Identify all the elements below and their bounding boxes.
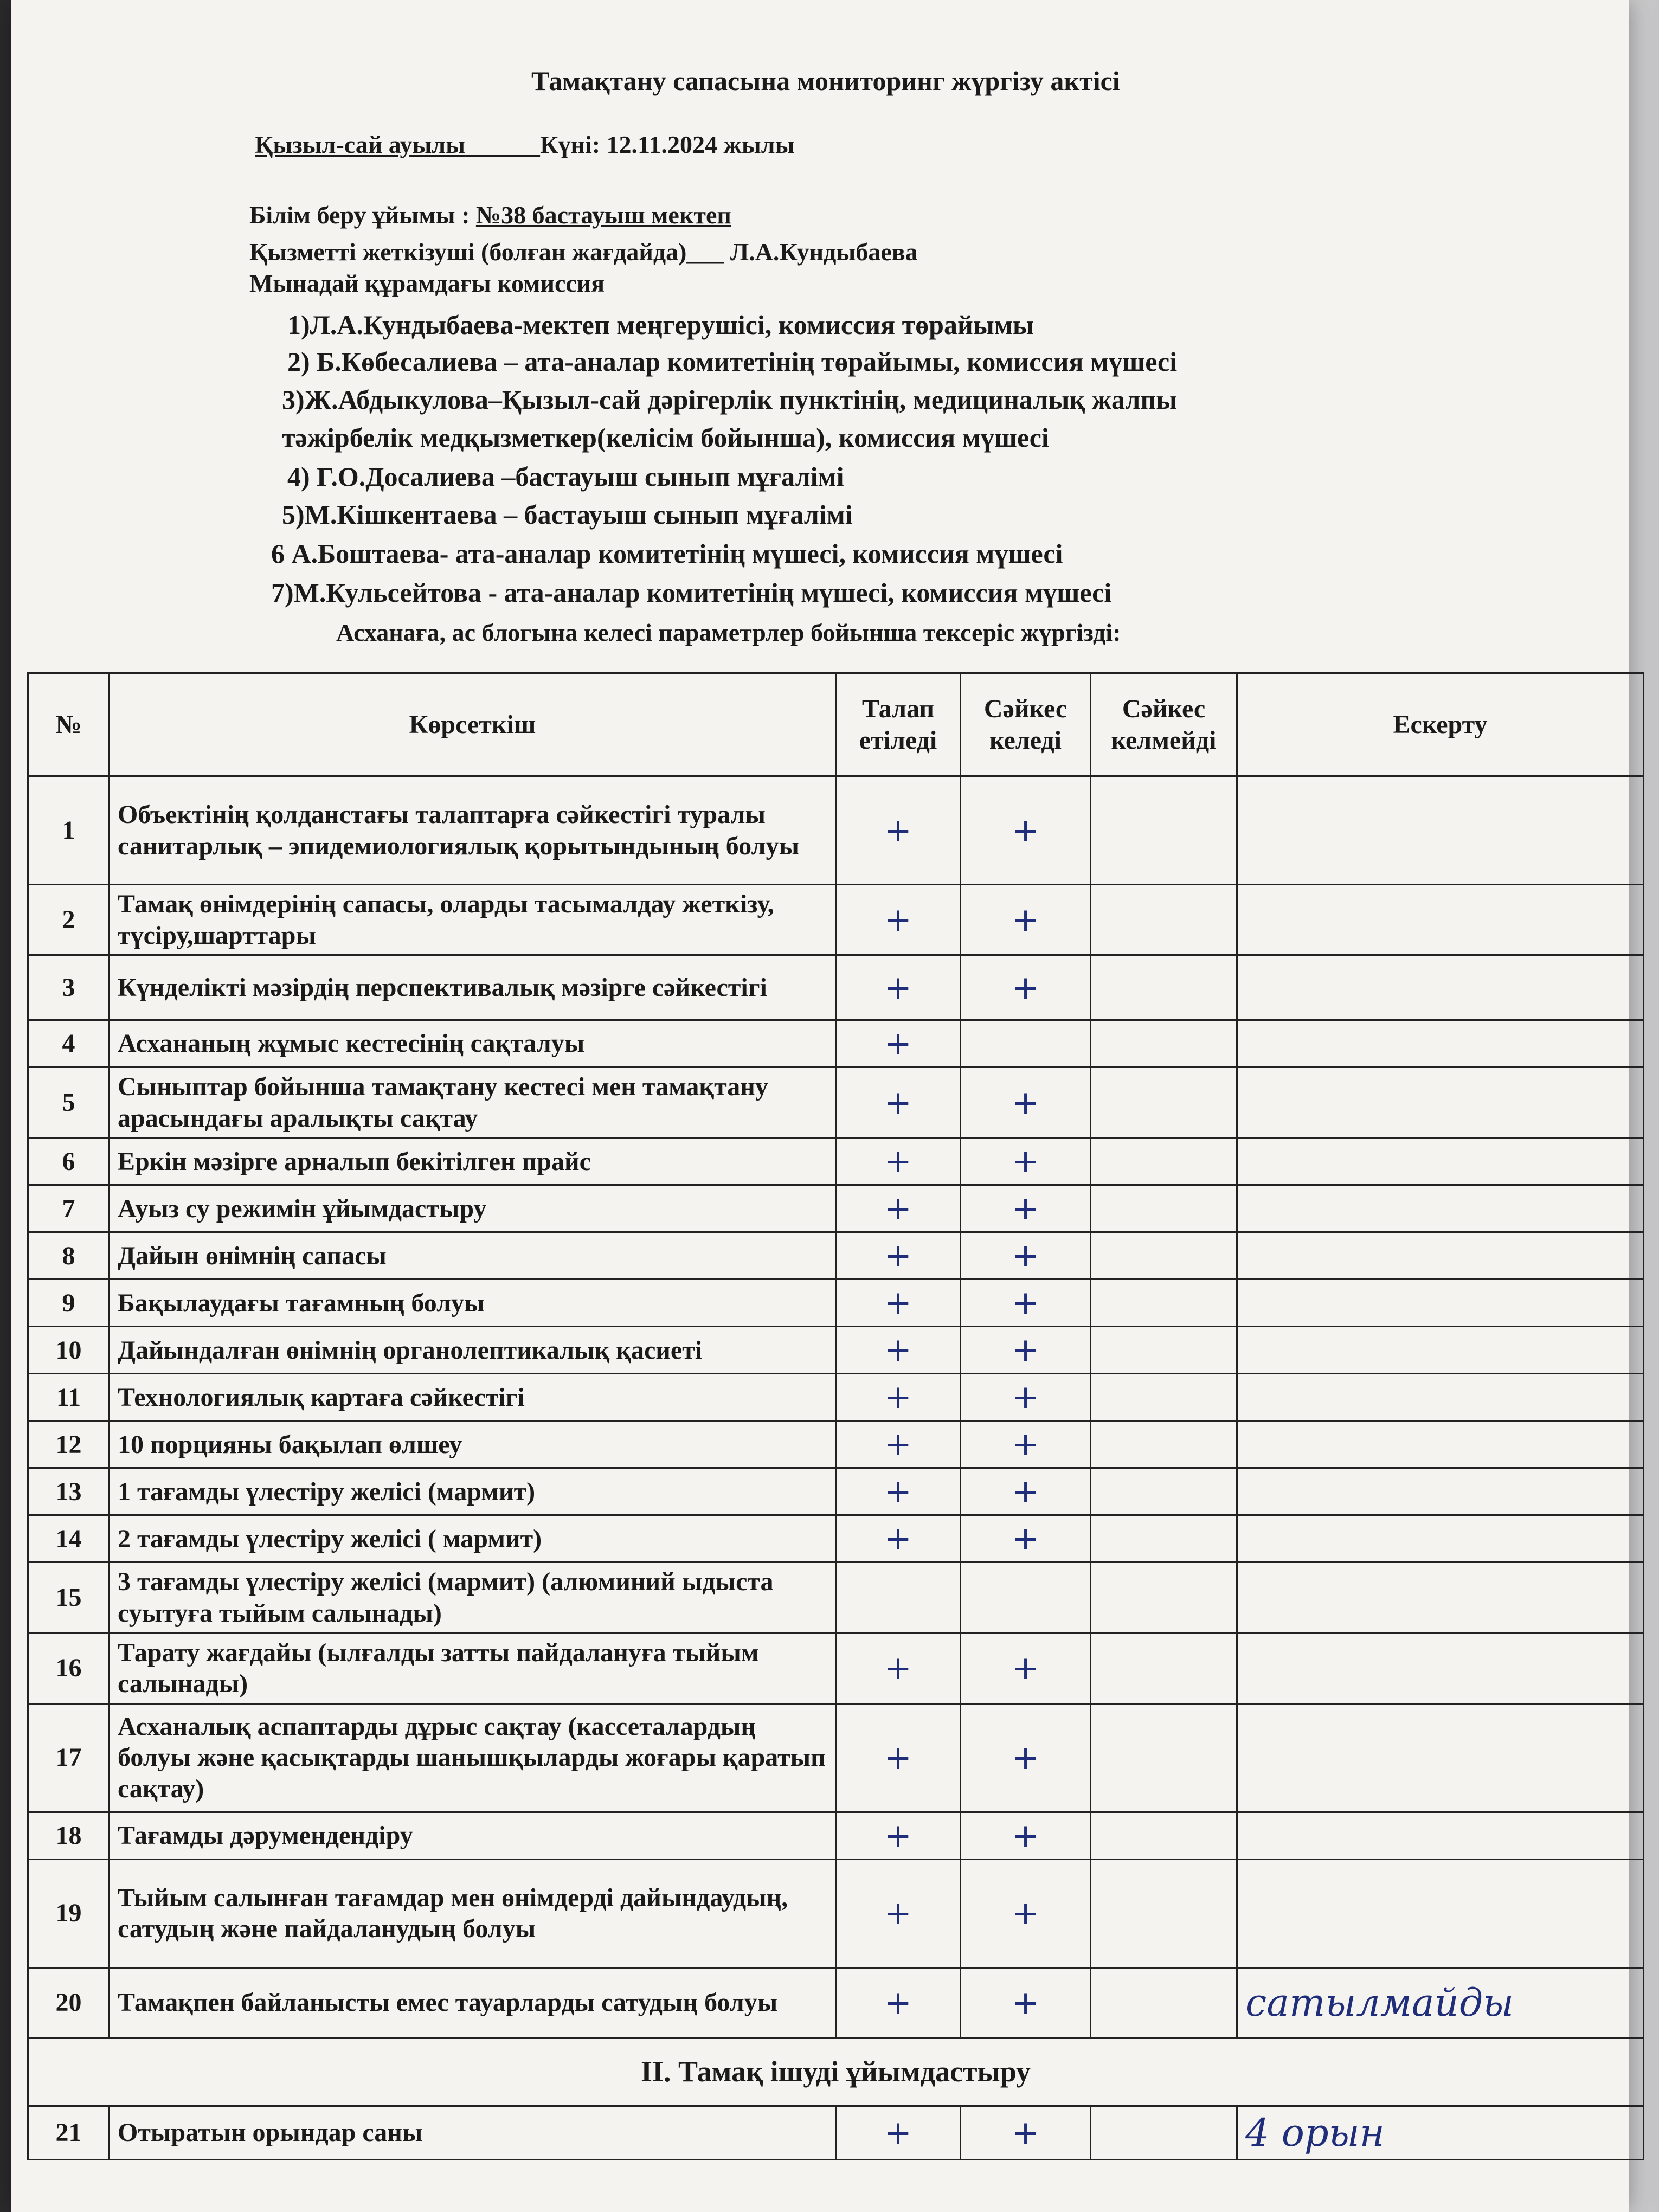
row-number: 20: [28, 1967, 110, 2038]
table-row: [28, 1703, 1644, 1812]
compliant-mark: [961, 1020, 1091, 1068]
noncompliant-mark: [1091, 1068, 1237, 1138]
row-number: 16: [28, 1633, 110, 1703]
row-number: 5: [28, 1068, 110, 1138]
row-number: 13: [28, 1468, 110, 1515]
table-row: [28, 1068, 1644, 1138]
required-mark: [836, 1562, 961, 1633]
commission-member: 3)Ж.Абдыкулова–Қызыл-сай дәрігерлік пунктінің, медициналық жалпы: [282, 384, 1178, 415]
village-name: Қызыл-сай ауылы: [255, 131, 466, 158]
row-note: [1237, 1515, 1644, 1562]
table-row: [28, 1232, 1644, 1279]
table-row: [28, 1562, 1644, 1633]
table-row: [28, 885, 1644, 955]
noncompliant-mark: [1091, 1185, 1237, 1232]
row-number: 8: [28, 1232, 110, 1279]
supplier-line: [249, 237, 918, 266]
row-indicator: Бақылаудағы тағамның болуы: [110, 1279, 836, 1327]
noncompliant-mark: [1091, 1633, 1237, 1703]
compliant-mark: +: [961, 955, 1091, 1020]
row-indicator: Дайындалған өнімнің органолептикалық қасиеті: [110, 1327, 836, 1374]
compliant-mark: +: [961, 1633, 1091, 1703]
row-number: 7: [28, 1185, 110, 1232]
compliant-mark: +: [961, 1279, 1091, 1327]
compliant-mark: +: [961, 1185, 1091, 1232]
noncompliant-mark: [1091, 1374, 1237, 1421]
header-indicator: Көрсеткіш: [110, 673, 836, 776]
row-indicator: Асханалық аспаптарды дұрыс сақтау (кассеталардың болуы және қасықтарды шанышқыларды жоғары қаратып сақтау): [110, 1703, 836, 1812]
required-mark: +: [836, 1185, 961, 1232]
noncompliant-mark: [1091, 1703, 1237, 1812]
row-note: [1237, 1068, 1644, 1138]
table-row: [28, 1468, 1644, 1515]
table-row: [28, 955, 1644, 1020]
noncompliant-mark: [1091, 1515, 1237, 1562]
noncompliant-mark: [1091, 1812, 1237, 1859]
row-number: 3: [28, 955, 110, 1020]
row-indicator: Тамақпен байланысты емес тауарларды сатудың болуы: [110, 1967, 836, 2038]
header-number: №: [28, 673, 110, 776]
row-indicator: Күнделікті мәзірдің перспективалық мәзірге сәйкестігі: [110, 955, 836, 1020]
table-header-row: [28, 673, 1644, 776]
row-indicator: Еркін мәзірге арналып бекітілген прайс: [110, 1138, 836, 1185]
table-row: [28, 1515, 1644, 1562]
row-number: 19: [28, 1859, 110, 1967]
row-note: [1237, 955, 1644, 1020]
row-note: [1237, 1279, 1644, 1327]
header-note: Ескерту: [1237, 673, 1644, 776]
commission-member: тәжірбелік медқызметкер(келісім бойынша), комиссия мүшесі: [282, 422, 1049, 453]
row-indicator: Асхананың жұмыс кестесінің сақталуы: [110, 1020, 836, 1068]
inspection-intro: Асханаға, ас блогына келесі параметрлер бойынша тексеріс жүргізді:: [336, 619, 1121, 646]
header-required: Талап етіледі: [836, 673, 961, 776]
row-note: [1237, 1020, 1644, 1068]
noncompliant-mark: [1091, 1020, 1237, 1068]
noncompliant-mark: [1091, 776, 1237, 885]
row-indicator: Сыныптар бойынша тамақтану кестесі мен тамақтану арасындағы аралықты сақтау: [110, 1068, 836, 1138]
row-number: 2: [28, 885, 110, 955]
required-mark: +: [836, 1327, 961, 1374]
row-note: [1237, 1703, 1644, 1812]
commission-member: 7)М.Кульсейтова - ата-аналар комитетінің мүшесі, комиссия мүшесі: [271, 577, 1112, 608]
row-indicator: Отыратын орындар саны: [110, 2106, 836, 2159]
document-title: Тамақтану сапасына мониторинг жүргізу актісі: [531, 66, 1120, 96]
noncompliant-mark: [1091, 955, 1237, 1020]
table-row: [28, 1967, 1644, 2038]
row-number: 21: [28, 2106, 110, 2159]
commission-member: 2) Б.Көбесалиева – ата-аналар комитетінің төрайымы, комиссия мүшесі: [287, 346, 1178, 377]
commission-member: 5)М.Кішкентаева – бастауыш сынып мұғалімі: [282, 499, 853, 530]
row-number: 9: [28, 1279, 110, 1327]
table-row: [28, 2106, 1644, 2159]
compliant-mark: +: [961, 1232, 1091, 1279]
noncompliant-mark: [1091, 1138, 1237, 1185]
required-mark: +: [836, 1279, 961, 1327]
row-indicator: Тағамды дәрумендендіру: [110, 1812, 836, 1859]
table-row: [28, 1327, 1644, 1374]
compliant-mark: +: [961, 1515, 1091, 1562]
supplier-label: Қызметті жеткізуші (болған жағдайда)___: [249, 238, 724, 266]
required-mark: +: [836, 1967, 961, 2038]
row-indicator: Ауыз су режимін ұйымдастыру: [110, 1185, 836, 1232]
noncompliant-mark: [1091, 1967, 1237, 2038]
commission-member: 1)Л.А.Кундыбаева-мектеп меңгерушісі, комиссия төрайымы: [287, 310, 1034, 340]
row-number: 17: [28, 1703, 110, 1812]
row-number: 14: [28, 1515, 110, 1562]
compliant-mark: +: [961, 1421, 1091, 1468]
header-noncompliant: Сәйкес келмейді: [1091, 673, 1237, 776]
table-row: [28, 1633, 1644, 1703]
table-row: [28, 1421, 1644, 1468]
compliant-mark: +: [961, 1812, 1091, 1859]
required-mark: +: [836, 1068, 961, 1138]
compliant-mark: [961, 1562, 1091, 1633]
noncompliant-mark: [1091, 1232, 1237, 1279]
noncompliant-mark: [1091, 1421, 1237, 1468]
compliant-mark: +: [961, 885, 1091, 955]
row-note: [1237, 776, 1644, 885]
required-mark: +: [836, 776, 961, 885]
row-note: 4 орын: [1237, 2106, 1644, 2159]
noncompliant-mark: [1091, 885, 1237, 955]
row-note: [1237, 1633, 1644, 1703]
row-note: [1237, 1185, 1644, 1232]
table-row: [28, 1138, 1644, 1185]
row-number: 1: [28, 776, 110, 885]
row-indicator: Технологиялық картаға сәйкестігі: [110, 1374, 836, 1421]
required-mark: +: [836, 1421, 961, 1468]
row-indicator: Объектінің қолданстағы талаптарға сәйкестігі туралы санитарлық – эпидемиологиялық қорытындының болуы: [110, 776, 836, 885]
required-mark: +: [836, 1812, 961, 1859]
village-line: [255, 130, 795, 159]
row-indicator: Дайын өнімнің сапасы: [110, 1232, 836, 1279]
inspection-table: [27, 672, 1643, 2160]
row-indicator: Тыйым салынған тағамдар мен өнімдерді дайындаудың, сатудың және пайдаланудың болуы: [110, 1859, 836, 1967]
required-mark: +: [836, 1020, 961, 1068]
compliant-mark: +: [961, 1374, 1091, 1421]
row-note: [1237, 1327, 1644, 1374]
required-mark: +: [836, 1374, 961, 1421]
table-row: [28, 776, 1644, 885]
row-number: 15: [28, 1562, 110, 1633]
required-mark: +: [836, 1138, 961, 1185]
required-mark: +: [836, 1703, 961, 1812]
row-number: 18: [28, 1812, 110, 1859]
supplier-value: Л.А.Кундыбаева: [730, 238, 918, 266]
required-mark: +: [836, 1515, 961, 1562]
row-note: [1237, 1859, 1644, 1967]
row-note: сатылмайды: [1237, 1967, 1644, 2038]
compliant-mark: +: [961, 1703, 1091, 1812]
noncompliant-mark: [1091, 1279, 1237, 1327]
required-mark: +: [836, 885, 961, 955]
required-mark: +: [836, 1232, 961, 1279]
table-row: [28, 1020, 1644, 1068]
compliant-mark: +: [961, 1327, 1091, 1374]
noncompliant-mark: [1091, 1468, 1237, 1515]
header-compliant: Сәйкес келеді: [961, 673, 1091, 776]
organization-line: [249, 201, 731, 229]
compliant-mark: +: [961, 2106, 1091, 2159]
row-number: 6: [28, 1138, 110, 1185]
row-note: [1237, 1232, 1644, 1279]
row-number: 4: [28, 1020, 110, 1068]
row-number: 11: [28, 1374, 110, 1421]
commission-intro: Мынадай құрамдағы комиссия: [249, 269, 605, 297]
table-row: [28, 1374, 1644, 1421]
row-indicator: 2 тағамды үлестіру желісі ( мармит): [110, 1515, 836, 1562]
row-number: 10: [28, 1327, 110, 1374]
row-indicator: 10 порцияны бақылап өлшеу: [110, 1421, 836, 1468]
table-row: [28, 1279, 1644, 1327]
row-number: 12: [28, 1421, 110, 1468]
required-mark: +: [836, 1468, 961, 1515]
compliant-mark: +: [961, 1138, 1091, 1185]
row-indicator: 1 тағамды үлестіру желісі (мармит): [110, 1468, 836, 1515]
row-note: [1237, 1138, 1644, 1185]
compliant-mark: +: [961, 1859, 1091, 1967]
compliant-mark: +: [961, 776, 1091, 885]
noncompliant-mark: [1091, 1327, 1237, 1374]
table-row: [28, 1859, 1644, 1967]
compliant-mark: +: [961, 1468, 1091, 1515]
row-indicator: 3 тағамды үлестіру желісі (мармит) (алюминий ыдыста суытуға тыйым салынады): [110, 1562, 836, 1633]
compliant-mark: +: [961, 1967, 1091, 2038]
row-indicator: Тарату жағдайы (ылғалды затты пайдалануға тыйым салынады): [110, 1633, 836, 1703]
noncompliant-mark: [1091, 1859, 1237, 1967]
organization-label: Білім беру ұйымы :: [249, 201, 470, 229]
noncompliant-mark: [1091, 2106, 1237, 2159]
row-note: [1237, 885, 1644, 955]
row-note: [1237, 1421, 1644, 1468]
noncompliant-mark: [1091, 1562, 1237, 1633]
date-label: Күні: 12.11.2024 жылы: [540, 131, 795, 158]
table-row: [28, 1812, 1644, 1859]
commission-member: 4) Г.О.Досалиева –бастауыш сынып мұғалімі: [287, 461, 844, 492]
required-mark: +: [836, 1633, 961, 1703]
row-note: [1237, 1812, 1644, 1859]
required-mark: +: [836, 2106, 961, 2159]
document-page: [11, 0, 1629, 2212]
section-row: [28, 2038, 1644, 2106]
row-note: [1237, 1374, 1644, 1421]
required-mark: +: [836, 955, 961, 1020]
row-note: [1237, 1562, 1644, 1633]
section-title: II. Тамақ ішуді ұйымдастыру: [28, 2038, 1644, 2106]
compliant-mark: +: [961, 1068, 1091, 1138]
organization-value: №38 бастауыш мектеп: [475, 201, 731, 229]
commission-member: 6 А.Боштаева- ата-аналар комитетінің мүшесі, комиссия мүшесі: [271, 538, 1063, 569]
required-mark: +: [836, 1859, 961, 1967]
row-indicator: Тамақ өнімдерінің сапасы, оларды тасымалдау жеткізу, түсіру,шарттары: [110, 885, 836, 955]
table-row: [28, 1185, 1644, 1232]
row-note: [1237, 1468, 1644, 1515]
